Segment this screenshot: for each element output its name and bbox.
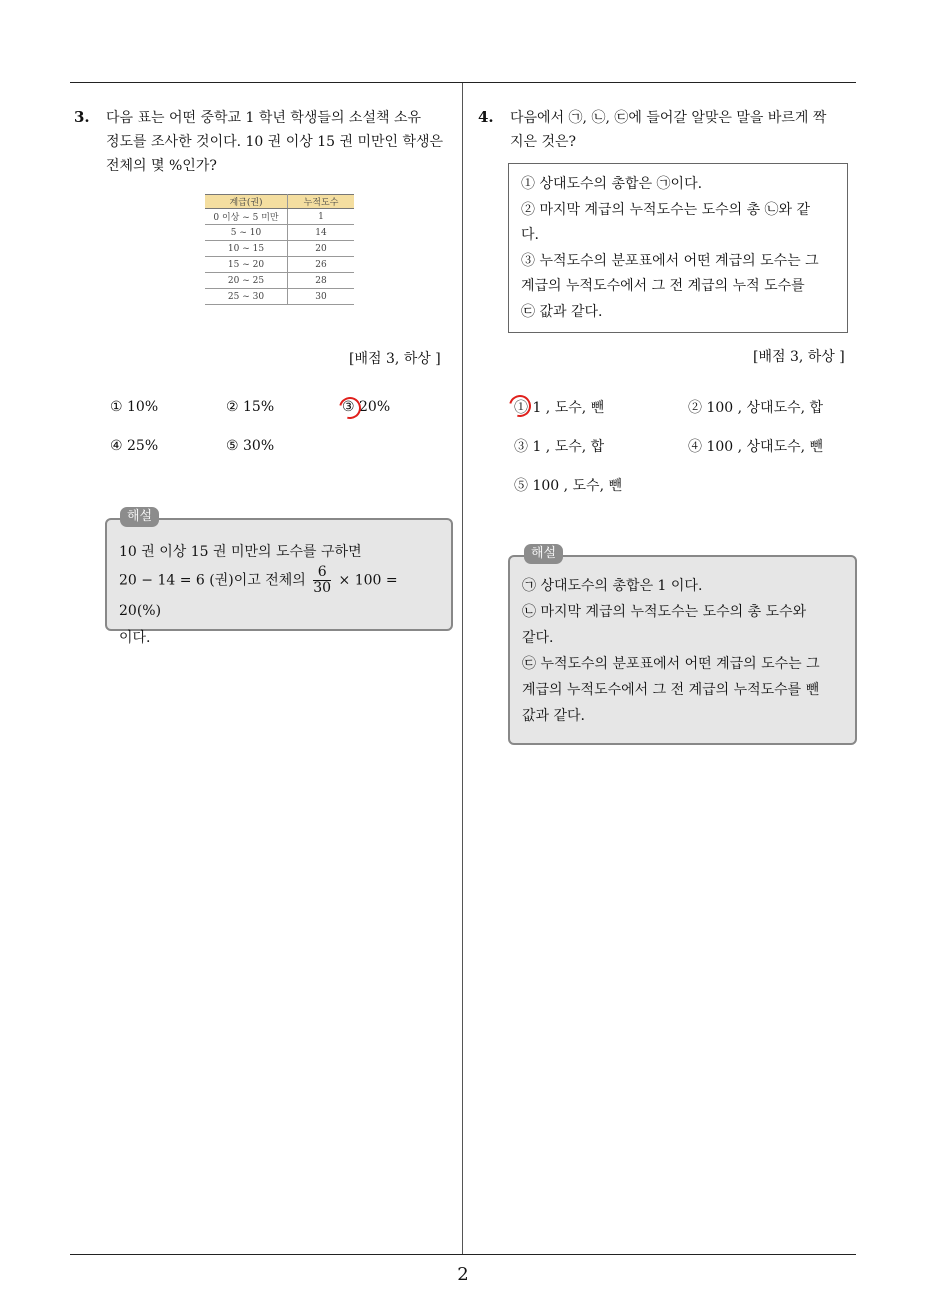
q3-choice-3[interactable]: ③ 20% — [342, 399, 391, 415]
q4-solution-box — [508, 555, 857, 745]
header-rule — [70, 82, 856, 83]
table-cell: 20 ~ 25 — [205, 273, 288, 289]
q4-solution-line: 값과 같다. — [522, 708, 585, 724]
page-number: 2 — [457, 1264, 469, 1285]
question-4-line: 지은 것은? — [510, 134, 577, 150]
q3-solution-text: 20 − 14 = 6 (권)이고 전체의 — [119, 572, 306, 589]
table-cell: 26 — [288, 257, 355, 273]
q4-choice-4[interactable]: ④ 100 , 상대도수, 뺀 — [688, 439, 824, 455]
q3-solution-line: 10 권 이상 15 권 미만의 도수를 구하면 — [119, 544, 362, 560]
table-row — [205, 257, 354, 273]
statement-line: ① 상대도수의 총합은 ㉠이다. — [521, 176, 703, 192]
q3-solution-label: 해설 — [120, 507, 159, 527]
q3-solution-text: × 100 = 20(%) — [119, 572, 398, 619]
table-row — [205, 241, 354, 257]
table-cell: 14 — [288, 225, 355, 241]
question-3-number: 3. — [74, 108, 90, 126]
column-divider — [462, 83, 463, 1255]
question-3-line: 전체의 몇 %인가? — [106, 158, 217, 174]
q4-solution-line: 같다. — [522, 630, 554, 646]
question-4-number: 4. — [478, 108, 494, 126]
table-cell: 0 이상 ~ 5 미만 — [205, 209, 288, 225]
table-cell: 1 — [288, 209, 355, 225]
table-cell: 25 ~ 30 — [205, 289, 288, 305]
q3-choice-5[interactable]: ⑤ 30% — [226, 438, 275, 454]
statement-line: ② 마지막 계급의 누적도수는 도수의 총 ㉡와 같 — [521, 201, 811, 218]
table-cell: 20 — [288, 241, 355, 257]
fraction-numerator: 6 — [313, 565, 331, 581]
question-4-text — [510, 106, 826, 154]
table-cell: 30 — [288, 289, 355, 305]
question-4-score: [배점 3, 하상 ] — [753, 349, 845, 365]
fraction-denominator: 30 — [313, 580, 332, 596]
fraction — [313, 565, 331, 596]
q3-solution-box — [105, 518, 453, 646]
q3-choice-1[interactable]: ① 10% — [110, 399, 159, 415]
statement-line: ㉢ 값과 같다. — [521, 303, 603, 320]
question-3-score: [배점 3, 하상 ] — [349, 351, 441, 367]
q4-choice-3[interactable]: ③ 1 , 도수, 합 — [514, 439, 605, 455]
q3-choice-2[interactable]: ② 15% — [226, 399, 275, 415]
question-3-line: 정도를 조사한 것이다. 10 권 이상 15 권 미만인 학생은 — [106, 134, 444, 150]
table-header-class: 계급(권) — [205, 195, 288, 209]
table-row — [205, 209, 354, 225]
statement-line: 다. — [521, 227, 539, 243]
q4-solution-label: 해설 — [524, 544, 563, 564]
footer-rule — [70, 1254, 856, 1255]
question-3-text — [106, 106, 443, 178]
q3-choice-4[interactable]: ④ 25% — [110, 438, 159, 454]
table-header-cumulative: 누적도수 — [288, 195, 355, 209]
table-row — [205, 273, 354, 289]
table-cell: 28 — [288, 273, 355, 289]
q4-solution-line: ㉡ 마지막 계급의 누적도수는 도수의 총 도수와 — [522, 604, 807, 620]
q4-solution-line: 계급의 누적도수에서 그 전 계급의 누적도수를 뺀 — [522, 682, 820, 698]
q3-solution-line — [119, 565, 441, 626]
statement-line: ③ 누적도수의 분포표에서 어떤 계급의 도수는 그 — [521, 252, 819, 269]
question-4-line: 다음에서 ㉠, ㉡, ㉢에 들어갈 알맞은 말을 바르게 짝 — [510, 110, 827, 126]
question-4-statement-box — [508, 163, 848, 333]
table-row — [205, 289, 354, 305]
table-cell: 5 ~ 10 — [205, 225, 288, 241]
table-cell: 15 ~ 20 — [205, 257, 288, 273]
q4-solution-line: ㉠ 상대도수의 총합은 1 이다. — [522, 578, 703, 594]
q4-choice-1[interactable]: ① 1 , 도수, 뺀 — [514, 400, 605, 416]
q4-choice-5[interactable]: ⑤ 100 , 도수, 뺀 — [514, 478, 622, 494]
question-3-line: 다음 표는 어떤 중학교 1 학년 학생들의 소설책 소유 — [106, 110, 421, 126]
statement-line: 계급의 누적도수에서 그 전 계급의 누적 도수를 — [521, 278, 805, 294]
table-row — [205, 225, 354, 241]
q4-choice-2[interactable]: ② 100 , 상대도수, 합 — [688, 400, 824, 416]
table-cell: 10 ~ 15 — [205, 241, 288, 257]
frequency-table — [205, 194, 354, 305]
answer-mark-circle — [335, 393, 365, 423]
q4-solution-line: ㉢ 누적도수의 분포표에서 어떤 계급의 도수는 그 — [522, 656, 820, 672]
q3-solution-line: 이다. — [119, 630, 151, 646]
